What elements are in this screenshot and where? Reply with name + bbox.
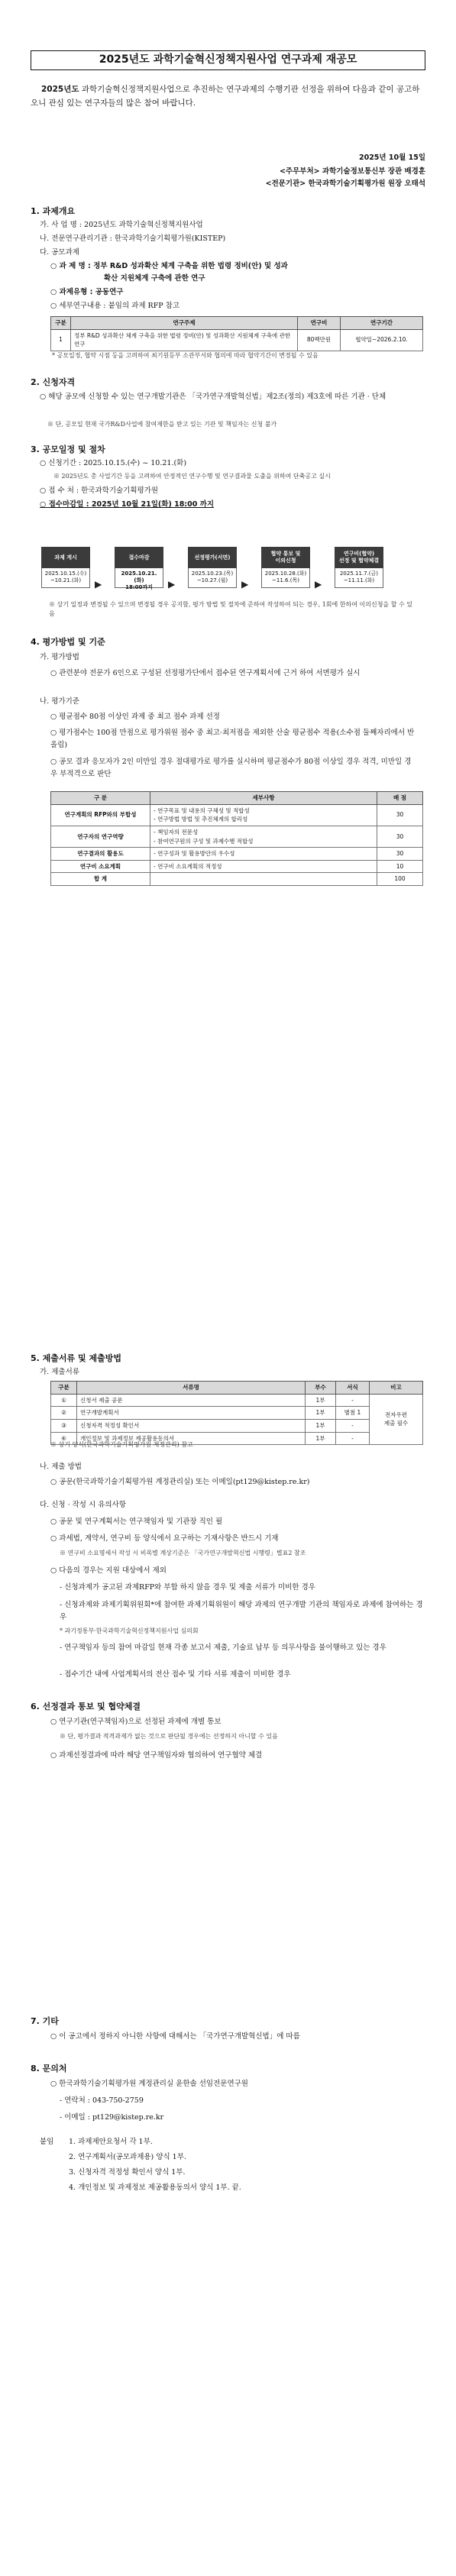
- section1-bullet: ○ 세부연구내용 : 붙임의 과제 RFP 참고: [50, 302, 180, 310]
- arrow-right-icon: ▶: [95, 579, 102, 590]
- contact-email: - 이메일 : pt129@kistep.re.kr: [60, 2113, 164, 2122]
- table-header: 배 점: [377, 792, 423, 805]
- table-header: 구 분: [51, 792, 150, 805]
- section7-item: ○ 이 공고에서 정하지 아니한 사항에 대해서는 「국가연구개발혁신법」에 따름: [50, 2032, 300, 2041]
- table-row: [51, 873, 423, 886]
- section4-item: ○ 관련분야 전문가 6인으로 구성된 선정평가단에서 접수된 연구계획서에 근거 하여 서면평가 실시: [50, 669, 361, 677]
- section1-item: 가. 사 업 명 : 2025년도 과학기술혁신정책지원사업: [40, 221, 203, 229]
- section5-sub: 나. 제출 방법: [40, 1463, 82, 1471]
- table-header: 연구기간: [341, 317, 423, 330]
- table-cell: 30: [377, 826, 423, 847]
- section4-item: ○ 평가점수는 100점 만점으로 평가위원 점수 중 최고·최저점을 제외한 산술 평균점수 적용(소수점 둘째자리에서 반올림): [50, 729, 415, 750]
- section3-item: ○ 접 수 처 : 한국과학기술기획평가원: [40, 486, 159, 495]
- section5-item: - 접수기간 내에 사업계획서의 전산 접수 및 기타 서류 제출이 미비한 경우: [60, 1670, 291, 1679]
- section5-note: ※ 상기 양식(한국과학기술기획평가원 제정관리) 참고: [50, 1441, 193, 1448]
- flow-step: 접수마감 2025.10.21.(화) 18:00까지: [115, 547, 163, 588]
- evaluation-table: [50, 791, 423, 886]
- table-cell: 30: [377, 848, 423, 861]
- flow-step: 선정평가(서면) 2025.10.23.(목) ~10.27.(월): [188, 547, 237, 588]
- table-header: 구분: [51, 1382, 77, 1395]
- section1-note: * 공모일정, 협약 시점 등을 고려하여 최기원등부 소관부서와 협의에 따라 협약기간이 변경될 수 있음: [52, 352, 319, 359]
- section5-item: - 신청과제가 공고된 과제RFP와 부합 하지 않을 경우 및 제출 서류가 미비한 경우: [60, 1583, 315, 1592]
- flow-step: 연구비(협약) 선정 및 협약체결 2025.11.7.(금) ~11.11.(화): [335, 547, 383, 588]
- table-row: [51, 329, 423, 351]
- section1-bullet: ○ 과 제 명 : 정부 R&D 성과확산 체계 구축을 위한 법령 정비(안) 및 성과: [50, 262, 288, 270]
- section5-note: * 과기정통부·한국과학기술혁신정책지원사업 심의회: [60, 1627, 199, 1634]
- section5-item: ○ 공문 및 연구계획서는 연구책임자 및 기관장 직인 필: [50, 1517, 223, 1526]
- table-header: 서류명: [77, 1382, 306, 1395]
- section6-item: ○ 연구기관(연구책임자)으로 선정된 과제에 개별 통보: [50, 1718, 222, 1726]
- page-title: 2025년도 과학기술혁신정책지원사업 연구과제 재공모: [31, 50, 425, 70]
- attachment-item: 2. 연구계획서(공모과제용) 양식 1부.: [69, 2153, 186, 2161]
- section2-item: ○ 해당 공모에 신청할 수 있는 연구개발기관은 「국가연구개발혁신법」제2조(정의) 제3호에 따른 기관 · 단체: [40, 393, 386, 401]
- section6-item: ○ 과제선정결과에 따라 해당 연구책임자와 협의하여 연구협약 체결: [50, 1751, 263, 1760]
- table-header: 세부사항: [150, 792, 377, 805]
- section7-title: 7. 기타: [31, 2016, 59, 2026]
- table-row: [51, 826, 423, 847]
- intro-lead: 2025년도: [41, 85, 79, 94]
- table-note: 전자우편 제출 필수: [370, 1394, 423, 1445]
- section4-sub: 가. 평가방법: [40, 653, 79, 661]
- table-header: 연구비: [298, 317, 341, 330]
- table-cell: 연구자의 연구역량: [51, 826, 150, 847]
- section8-title: 8. 문의처: [31, 2064, 67, 2073]
- table-cell: - 연구비 소요계획의 적정성: [150, 860, 377, 873]
- flow-step: 과제 게시 2025.10.15.(수) ~10.21.(화): [41, 547, 90, 588]
- table-row: [51, 860, 423, 873]
- section5-item: - 신청과제와 과제기획위원회*에 참여한 과제기획위원이 해당 과제의 연구개발 기관의 책임자로 과제에 참여하는 경우: [60, 1601, 423, 1622]
- section1-bullet: ○ 과제유형 : 공동연구: [50, 288, 124, 296]
- table-cell: 10: [377, 860, 423, 873]
- table-header: 연구주제: [71, 317, 298, 330]
- section3-title: 3. 공모일정 및 절차: [31, 444, 105, 454]
- arrow-right-icon: ▶: [168, 579, 176, 590]
- section8-item: ○ 한국과학기술기획평가원 계정관리실 윤한솔 선임전문연구원: [50, 2080, 248, 2088]
- table-cell: 연구비 소요계획: [51, 860, 150, 873]
- section5-note: ※ 연구비 소요명세서 작성 시 비목별 계상기준은 「국가연구개발혁신법 시행령」별표2 참조: [60, 1550, 306, 1556]
- section2-title: 2. 신청자격: [31, 377, 76, 387]
- table-header: 서식: [336, 1382, 370, 1395]
- table-row: ① 신청서 제출 공문 1부 - 전자우편 제출 필수: [51, 1394, 423, 1407]
- section4-item: ○ 평균점수 80점 이상인 과제 중 최고 점수 과제 선정: [50, 713, 220, 721]
- table-cell: - 연구성과 및 활용방안의 우수성: [150, 848, 377, 861]
- section3-item: ○ 신청기간 : 2025.10.15.(수) ~ 10.21.(화): [40, 459, 187, 467]
- topic-table: [50, 316, 423, 351]
- table-cell: 30: [377, 804, 423, 826]
- section4-item: ○ 공모 결과 응모자가 2인 미만일 경우 절대평가로 평가를 실시하며 평균점수가 80점 이상일 경우 적격, 미만일 경우 부적격으로 판단: [50, 758, 412, 779]
- section5-item: ○ 다음의 경우는 지원 대상에서 제외: [50, 1566, 167, 1575]
- table-cell: 연구계획의 RFP와의 부합성: [51, 804, 150, 826]
- attachment-item: 4. 개인정보 및 과제정보 제공활용동의서 양식 1부. 끝.: [69, 2183, 241, 2192]
- arrow-right-icon: ▶: [241, 579, 249, 590]
- attachments-label: 붙임: [40, 2138, 54, 2146]
- section1-title: 1. 과제개요: [31, 206, 76, 216]
- signature-agency: <전문기관> 한국과학기술기획평가원 원장 오태석: [265, 179, 425, 188]
- section2-note: ※ 단, 공모일 현재 국가R&D사업에 참여제한을 받고 있는 기관 및 책임자는 신청 불가: [47, 421, 277, 428]
- documents-table: [50, 1381, 423, 1445]
- section5-sub: 다. 신청 · 작성 시 유의사항: [40, 1501, 126, 1509]
- table-row: ② 연구개발계획서 1부 별첨 1: [51, 1407, 423, 1420]
- section1-bullet: 확산 지원체계 구축에 관한 연구: [104, 274, 205, 283]
- arrow-right-icon: ▶: [315, 579, 322, 590]
- table-cell: - 연구목표 및 내용의 구체성 및 적합성 - 연구방법 방법 및 추진체계의 합리성: [150, 804, 377, 826]
- section5-sub: 가. 제출서류: [40, 1368, 79, 1376]
- contact-phone: - 연락처 : 043-750-2759: [60, 2096, 144, 2105]
- table-header: 부수: [306, 1382, 336, 1395]
- section5-item: - 연구책임자 등의 참여 마감일 현재 각종 보고서 제출, 기술료 납부 등 의무사항을 불이행하고 있는 경우: [60, 1644, 386, 1652]
- table-cell: 합 계: [51, 873, 150, 886]
- section6-title: 6. 선정결과 통보 및 협약체결: [31, 1702, 141, 1711]
- table-row: [51, 804, 423, 826]
- table-row: [51, 848, 423, 861]
- section1-item: 나. 전문연구관리기관 : 한국과학기술기획평가원(KISTEP): [40, 234, 226, 243]
- section3-note: ※ 2025년도 총 사업기간 등을 고려하여 안정적인 연구수행 및 연구결과물 도출을 위하여 단축공고 실시: [53, 473, 331, 480]
- table-cell: 100: [377, 873, 423, 886]
- table-cell: 정부 R&D 성과확산 체계 구축을 위한 법령 정비(안) 및 성과확산 지원체계 구축에 관한 연구: [71, 329, 298, 351]
- section5-item: ○ 과세법, 계약서, 연구비 등 양식에서 요구하는 기재사항은 반드시 기재: [50, 1534, 279, 1543]
- table-cell: 1: [51, 329, 71, 351]
- table-cell: 80백만원: [298, 329, 341, 351]
- table-header: 구분: [51, 317, 71, 330]
- table-cell: 협약일~2026.2.10.: [341, 329, 423, 351]
- section4-sub: 나. 평가기준: [40, 697, 79, 706]
- section5-item: ○ 공문(한국과학기술기획평가원 계정관리실) 또는 이메일(pt129@kistep.re.kr): [50, 1478, 310, 1486]
- attachment-item: 1. 과제제안요청서 각 1부.: [69, 2138, 153, 2146]
- table-cell: [150, 873, 377, 886]
- section4-title: 4. 평가방법 및 기준: [31, 637, 105, 647]
- table-header: 비고: [370, 1382, 423, 1395]
- section1-item: 다. 공모과제: [40, 248, 79, 257]
- attachment-item: 3. 신청자격 적정성 확인서 양식 1부.: [69, 2168, 186, 2177]
- section3-deadline: ○ 접수마감일 : 2025년 10월 21일(화) 18:00 까지: [40, 500, 214, 509]
- table-row: ③ 신청자격 적정성 확인서 1부 -: [51, 1419, 423, 1432]
- table-cell: - 책임자의 전문성 - 참여연구원의 구성 및 과제수행 적합성: [150, 826, 377, 847]
- table-cell: 연구결과의 활용도: [51, 848, 150, 861]
- intro-paragraph: [31, 82, 425, 111]
- section5-title: 5. 제출서류 및 제출방법: [31, 1353, 121, 1363]
- signature-ministry: <주무부처> 과학기술정보통신부 장관 배경훈: [279, 167, 425, 176]
- intro-text: 과학기술혁신정책지원사업으로 추진하는 연구과제의 수행기관 선정을 위하여 다음과 같이 공고하오니 관심 있는 연구자들의 많은 참여 바랍니다.: [31, 85, 420, 108]
- section6-note: ※ 단, 평가결과 적격과제가 없는 것으로 판단될 경우에는 선정하지 아니할 수 있음: [60, 1733, 278, 1740]
- flow-step: 협약 통보 및 이의신청 2025.10.28.(화) ~11.6.(목): [261, 547, 310, 588]
- table-row: ④ 개인정보 및 과제정보 제공활용동의서 1부 -: [51, 1432, 423, 1445]
- notice-date: 2025년 10월 15일: [358, 154, 425, 162]
- flow-note: ※ 상기 일정과 변경될 수 있으며 변경될 경우 공지함, 평가 방법 및 절차에 준하여 작성하여 되는 경우, 1회에 한하여 이의신청을 할 수 있음: [49, 601, 412, 618]
